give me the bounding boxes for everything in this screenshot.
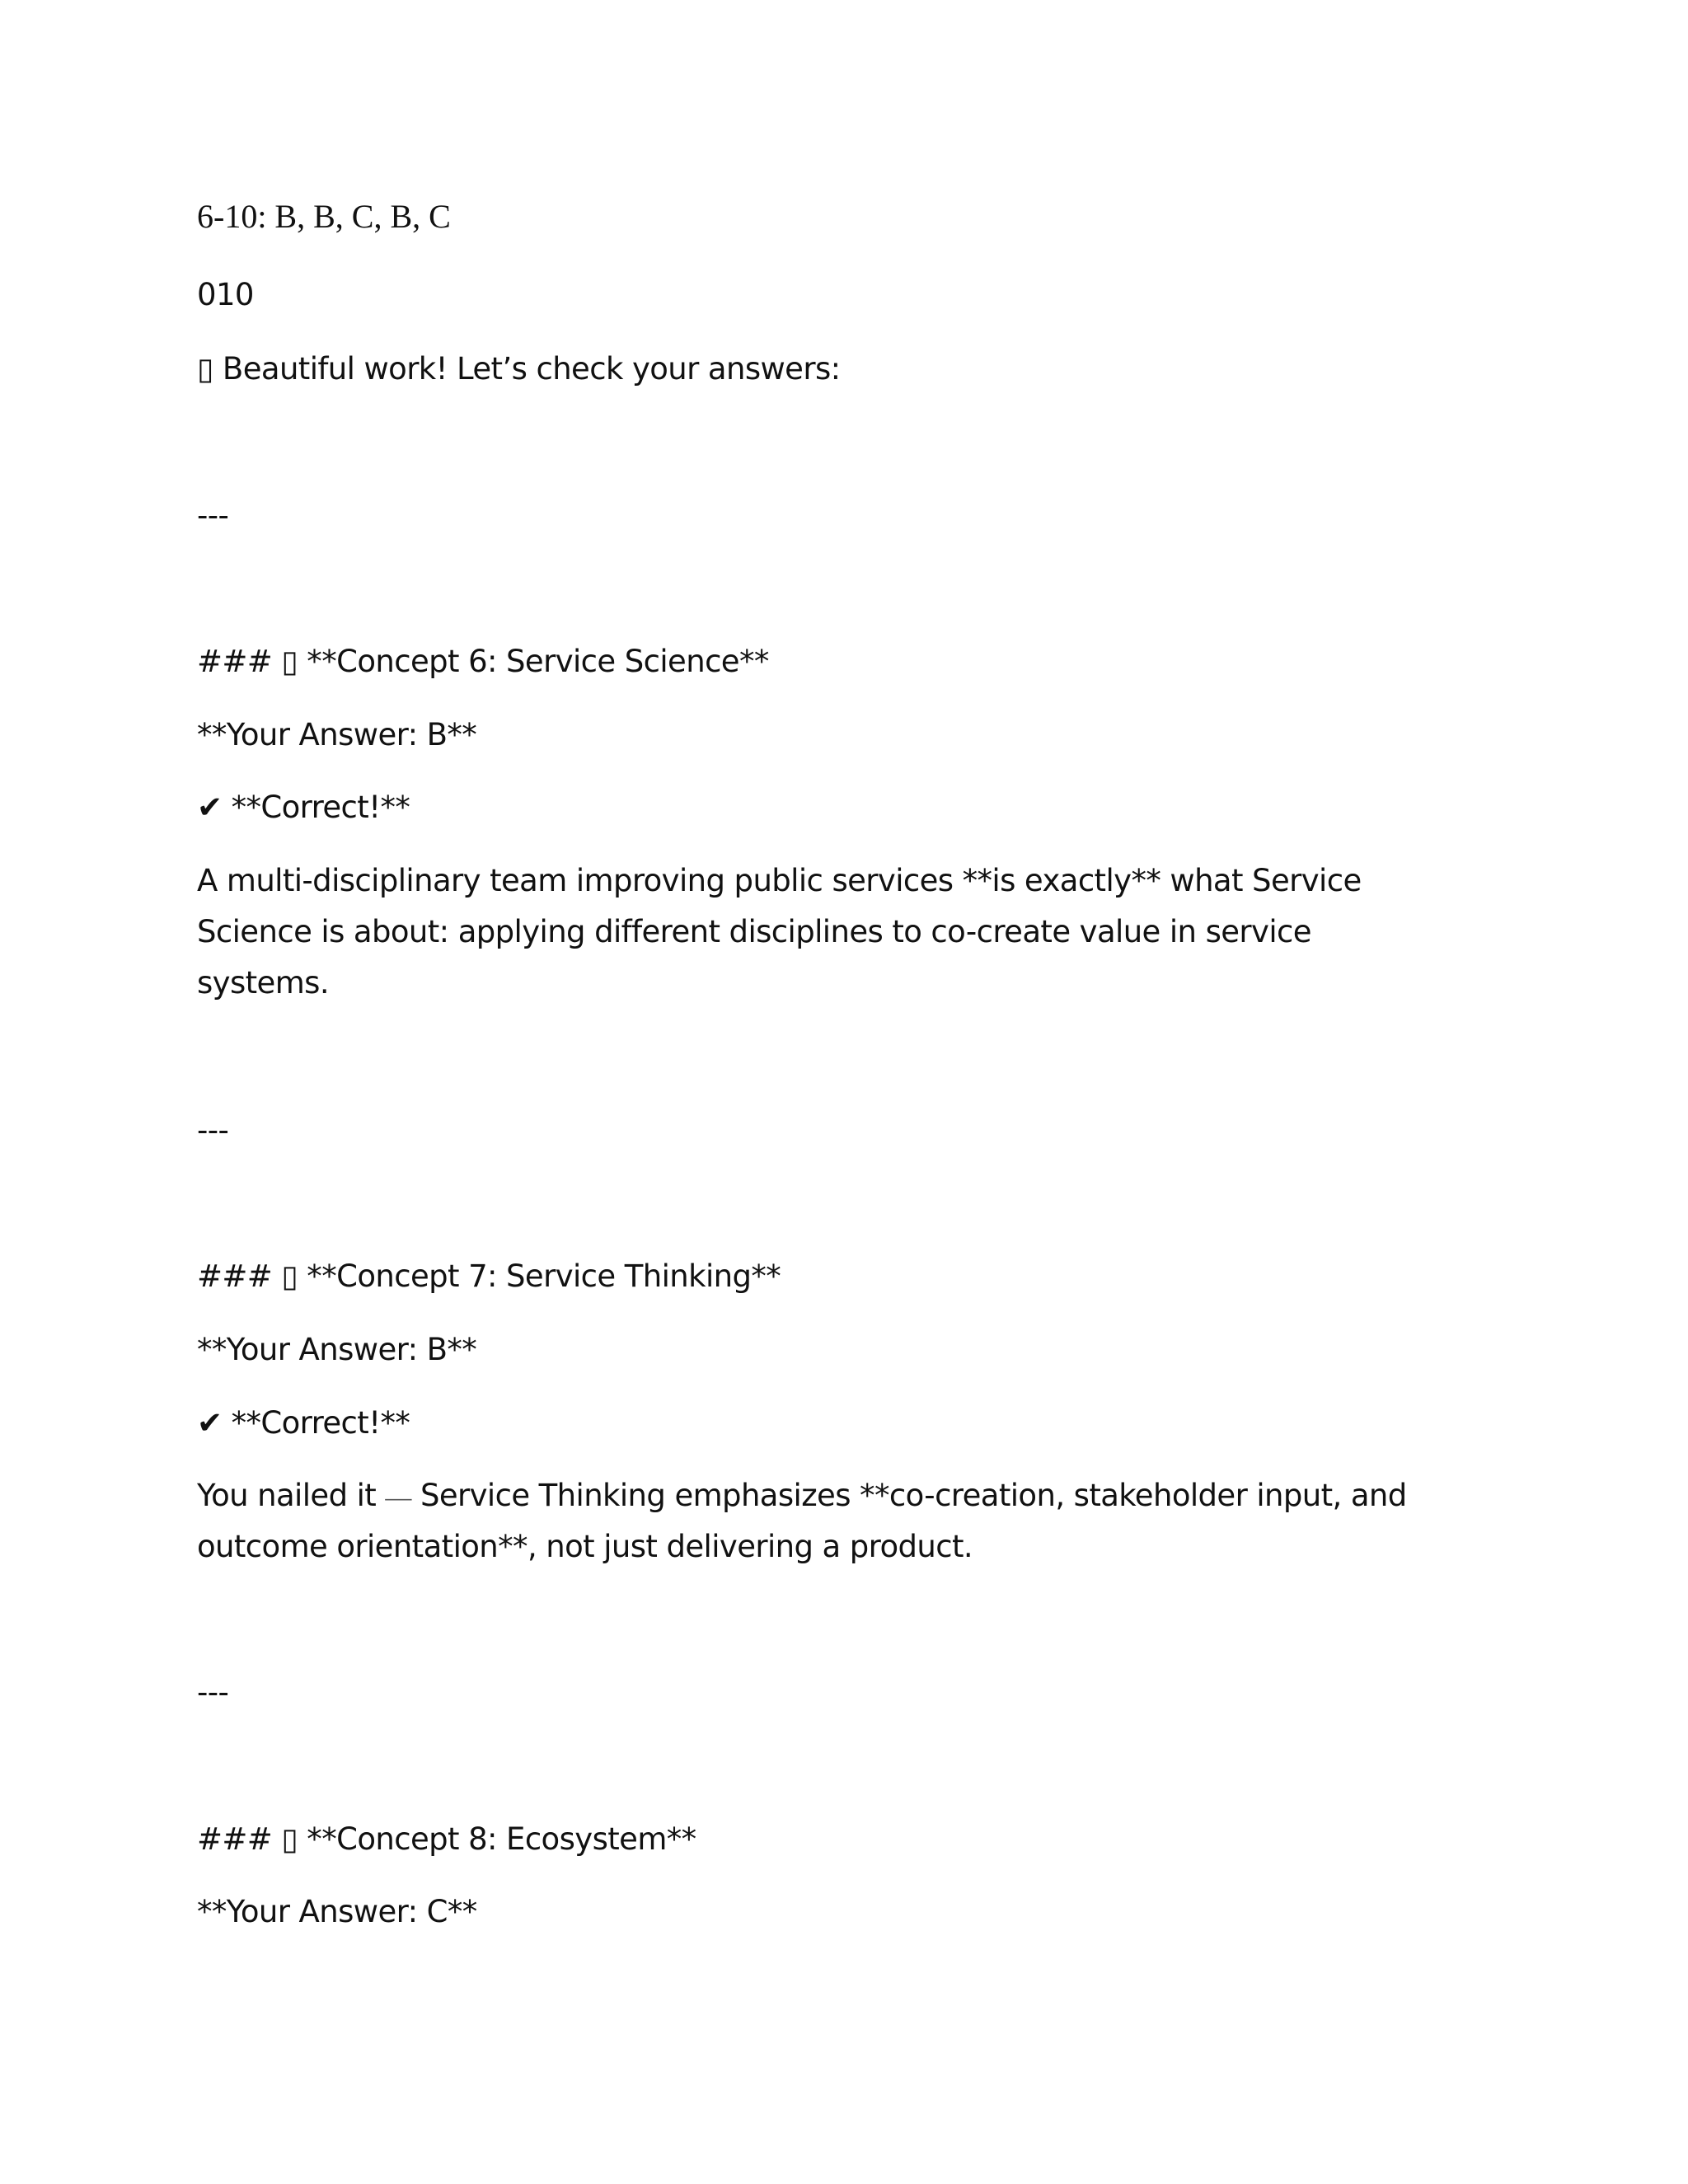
code-line: 010 <box>197 277 254 312</box>
explanation-line <box>197 1474 1407 1517</box>
result-correct: ✔ **Correct!** <box>197 1405 410 1441</box>
concept-heading: ### ▯ **Concept 7: Service Thinking** <box>197 1258 781 1294</box>
explanation-text: Service Thinking emphasizes **co-creation, stakeholder input, and <box>410 1478 1407 1513</box>
separator: --- <box>197 498 229 533</box>
concept-heading: ### ▯ **Concept 8: Ecosystem** <box>197 1821 696 1857</box>
your-answer: **Your Answer: B** <box>197 1332 477 1367</box>
em-dash: — <box>385 1482 411 1511</box>
explanation-line: A multi-disciplinary team improving public services **is exactly** what Service <box>197 863 1362 898</box>
explanation-line: outcome orientation**, not just delivering a product. <box>197 1529 973 1564</box>
your-answer: **Your Answer: C** <box>197 1894 477 1929</box>
your-answer: **Your Answer: B** <box>197 717 477 752</box>
explanation-text: You nailed it <box>197 1478 386 1513</box>
explanation-line: systems. <box>197 965 330 1001</box>
separator: --- <box>197 1113 229 1148</box>
answers-summary: 6-10: B, B, C, B, C <box>197 198 451 235</box>
concept-heading: ### ▯ **Concept 6: Service Science** <box>197 644 769 679</box>
separator: --- <box>197 1675 229 1710</box>
result-correct: ✔ **Correct!** <box>197 790 410 825</box>
explanation-line: Science is about: applying different disciplines to co-create value in service <box>197 914 1311 949</box>
intro-text: ▯ Beautiful work! Let’s check your answers: <box>197 351 841 387</box>
